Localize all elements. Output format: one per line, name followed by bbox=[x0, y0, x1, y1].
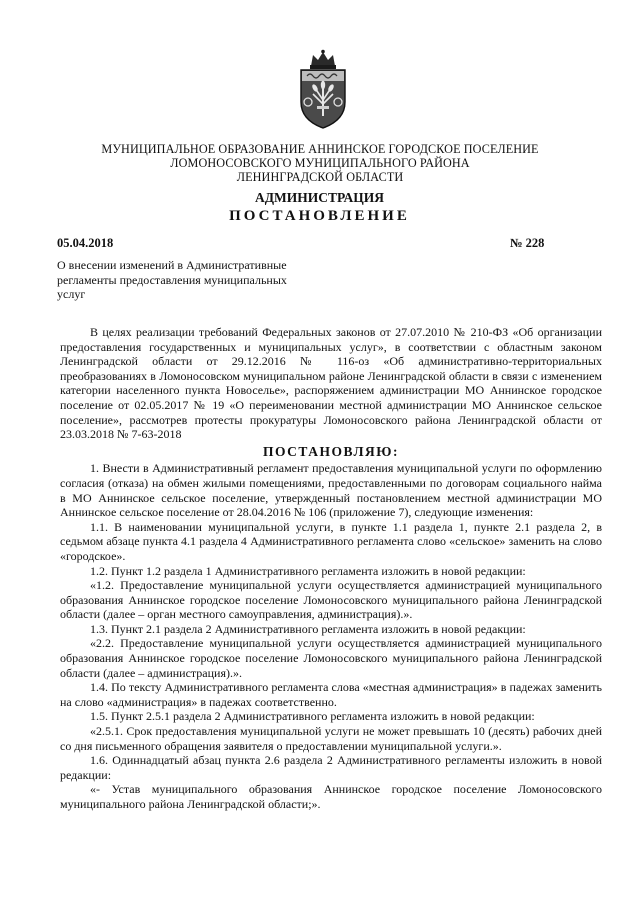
paragraph-1-2-text: «1.2. Предоставление муниципальной услуги осуществляется администрацией муниципального образования Аннинское городское поселение Ломоносовского муниципального района Ленинградской области (далее – орган местного самоуправления, администрация).». bbox=[60, 578, 602, 622]
paragraph-1-6: 1.6. Одиннадцатый абзац пункта 2.6 раздела 2 Административного регламенты изложить в новой редакции: bbox=[60, 753, 602, 782]
subject-line-3: услуг bbox=[57, 287, 86, 302]
org-name-line-2: ЛОМОНОСОВСКОГО МУНИЦИПАЛЬНОГО РАЙОНА bbox=[170, 156, 470, 170]
subject-line-1: О внесении изменений в Административные bbox=[57, 258, 287, 272]
paragraph-1-3-text: «2.2. Предоставление муниципальной услуги осуществляется администрацией муниципального образования Аннинское городское поселение Ломоносовского муниципального района Ленинградской области (далее – администрация).». bbox=[60, 636, 602, 680]
preamble-paragraph: В целях реализации требований Федеральных законов от 27.07.2010 № 210-ФЗ «Об организации предоставления государственных и муниципальных услуг», в соответствии с областным законом Ленинградской области от 29.12.2016 № 116-оз «Об административно-территориальных преобразованиях в Ломоносовском муниципальном районе Ленинградской области в связи с изменением категории населенного пункта Новоселье», распоряжением администрации МО Аннинское городское поселение от 02.05.2017 № 19 «О переименовании местной администрации МО Аннинское сельское поселение», рассмотрев протесты прокуратуры Ломоносовского района Ленинградской области от 23.03.2018 № 7-63-2018 bbox=[60, 325, 602, 442]
document-number: № 228 bbox=[510, 236, 545, 250]
document-subject bbox=[57, 258, 337, 302]
document-body bbox=[60, 325, 602, 812]
paragraph-1-6-text: «- Устав муниципального образования Аннинское городское поселение Ломоносовского муниципального района Ленинградской области;». bbox=[60, 782, 602, 811]
paragraph-1-5-text: «2.5.1. Срок предоставления муниципальной услуги не может превышать 10 (десять) рабочих дней со дня письменного обращения заявителя о предоставлении муниципальной услуги.». bbox=[60, 724, 602, 753]
administration-title: АДМИНИСТРАЦИЯ bbox=[254, 190, 385, 205]
resolve-heading: ПОСТАНОВЛЯЮ: bbox=[263, 443, 399, 459]
document-date: 05.04.2018 bbox=[57, 236, 114, 250]
paragraph-1-5: 1.5. Пункт 2.5.1 раздела 2 Административного регламента изложить в новой редакции: bbox=[90, 709, 535, 724]
subject-line-2: регламенты предоставления муниципальных bbox=[57, 272, 287, 287]
org-name-line-1: МУНИЦИПАЛЬНОЕ ОБРАЗОВАНИЕ АННИНСКОЕ ГОРОДСКОЕ ПОСЕЛЕНИЕ bbox=[101, 142, 539, 156]
org-name-line-3: ЛЕНИНГРАДСКОЙ ОБЛАСТИ bbox=[236, 170, 404, 184]
paragraph-1-3: 1.3. Пункт 2.1 раздела 2 Административного регламента изложить в новой редакции: bbox=[90, 621, 526, 636]
paragraph-1: 1. Внести в Административный регламент предоставления муниципальной услуги по оформлению согласия (отказа) на обмен жилыми помещениями, предоставленными по договорам социального найма в МО Аннинское сельское поселение, утвержденный постановлением местной администрации МО Аннинское сельское поселение от 28.04.2016 № 106 (приложение 7), следующие изменения: bbox=[60, 461, 602, 520]
document-type-title: ПОСТАНОВЛЕНИЕ bbox=[229, 208, 410, 224]
paragraph-1-2: 1.2. Пункт 1.2 раздела 1 Административного регламента изложить в новой редакции: bbox=[90, 563, 526, 578]
paragraph-1-4: 1.4. По тексту Административного регламента слова «местная администрация» в падежах заменить на слово «администрация» в падежах соответственно. bbox=[60, 680, 602, 709]
paragraph-1-1: 1.1. В наименовании муниципальной услуги, в пункте 1.1 раздела 1, пункте 2.1 раздела 2, в седьмом абзаце пункта 4.1 раздела 4 Административного регламента слово «сельское» заменить на слово «городское». bbox=[60, 519, 602, 563]
coat-of-arms-icon bbox=[297, 48, 349, 130]
